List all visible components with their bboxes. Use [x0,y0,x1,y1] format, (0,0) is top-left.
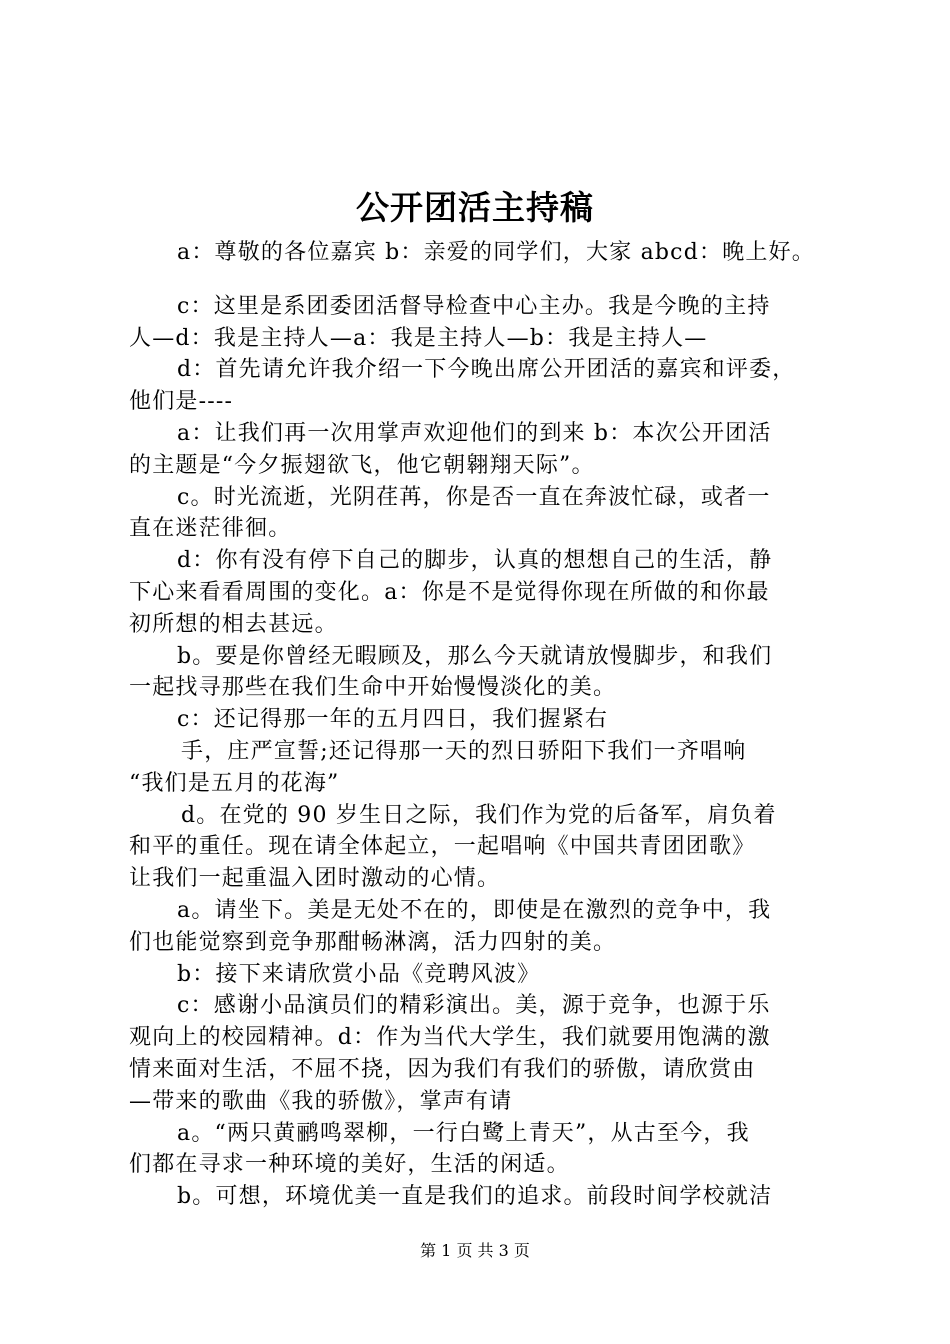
body-line: 一起找寻那些在我们生命中开始慢慢淡化的美。 [129,675,617,701]
body-line: d。在党的 90 岁生日之际，我们作为党的后备军，肩负着 [181,802,777,828]
document-body [129,237,833,1213]
body-line: 让我们一起重温入团时激动的心情。 [129,866,501,892]
body-line: 和平的重任。现在请全体起立，一起唱响《中国共青团团歌》 [129,834,756,860]
body-line: c：感谢小品演员们的精彩演出。美，源于竞争，也源于乐 [177,993,771,1019]
page-number-footer: 第 1 页 共 3 页 [420,1241,530,1260]
body-line: a。请坐下。美是无处不在的，即使是在激烈的竞争中，我 [177,897,772,923]
body-line: a：尊敬的各位嘉宾 b：亲爱的同学们，大家 abcd：晚上好。 [177,240,815,265]
body-line: 初所想的相去甚远。 [129,611,338,637]
body-line: c：还记得那一年的五月四日，我们握紧右 [177,707,609,733]
body-line: 直在迷茫徘徊。 [129,516,292,542]
body-line: 情来面对生活，不屈不挠，因为我们有我们的骄傲，请欣赏由 [129,1056,756,1082]
body-line: c。时光流逝，光阴荏苒，你是否一直在奔波忙碌，或者一 [177,484,771,510]
body-line: 他们是---- [129,389,234,415]
body-line: b：接下来请欣赏小品《竞聘风波》 [177,961,541,987]
body-line: 人—d：我是主持人—a：我是主持人—b：我是主持人— [129,325,708,351]
body-line: a：让我们再一次用掌声欢迎他们的到来 b：本次公开团活 [177,420,772,446]
body-line: d：你有没有停下自己的脚步，认真的想想自己的生活，静 [177,548,773,574]
body-line: 们都在寻求一种环境的美好，生活的闲适。 [129,1152,570,1178]
body-line: “我们是五月的花海” [129,770,340,796]
body-line: a。“两只黄鹂鸣翠柳，一行白鹭上青天”，从古至今，我 [177,1120,750,1146]
body-line: b。要是你曾经无暇顾及，那么今天就请放慢脚步，和我们 [177,643,773,669]
document-title: 公开团活主持稿 [356,188,594,227]
body-line: 手，庄严宣誓;还记得那一天的烈日骄阳下我们一齐唱响 [181,738,747,764]
body-line: —带来的歌曲《我的骄傲》，掌声有请 [129,1088,513,1114]
body-line: c：这里是系团委团活督导检查中心主办。我是今晚的主持 [177,293,771,319]
body-line: b。可想，环境优美一直是我们的追求。前段时间学校就洁 [177,1184,773,1210]
body-line: 下心来看看周围的变化。a：你是不是觉得你现在所做的和你最 [129,579,770,605]
body-line: 的主题是“今夕振翅欲飞，他它朝翱翔天际”。 [129,452,595,478]
body-line: 观向上的校园精神。d：作为当代大学生，我们就要用饱满的激 [129,1025,771,1051]
body-line: 们也能觉察到竞争那酣畅淋漓，活力四射的美。 [129,929,617,955]
body-line: d：首先请允许我介绍一下今晚出席公开团活的嘉宾和评委， [177,357,796,383]
